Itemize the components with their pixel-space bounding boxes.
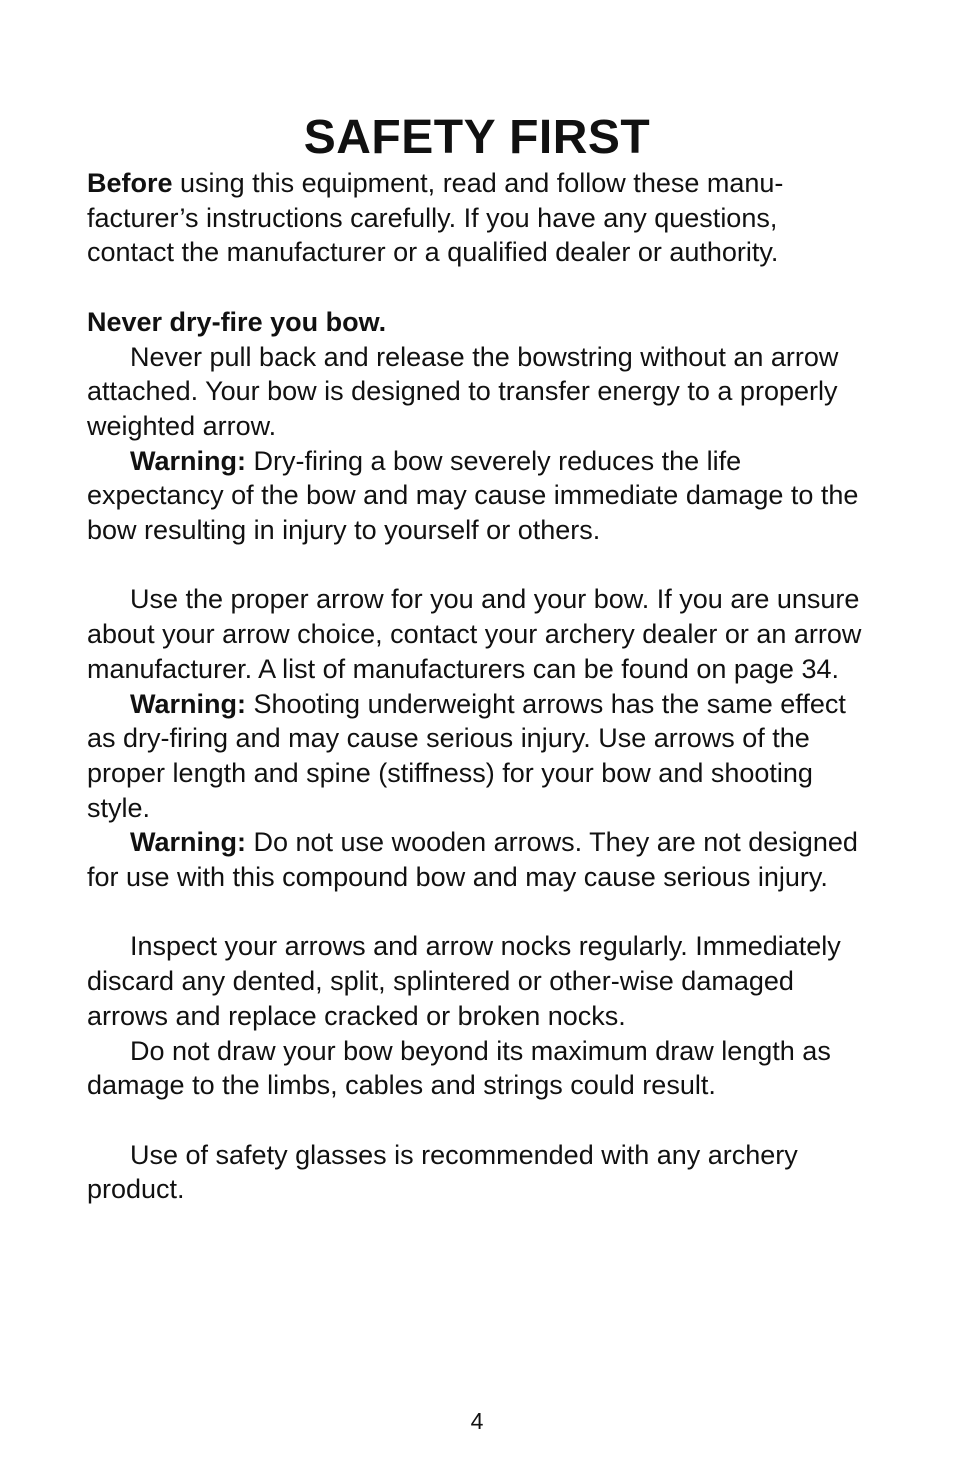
page-title: SAFETY FIRST	[303, 111, 651, 165]
underweight-warning	[87, 687, 869, 826]
paragraph-gap	[87, 548, 869, 583]
intro-text: using this equipment, read and follow these manu-facturer’s instructions carefully. If you have any questions, contact the manufacturer or a qualified dealer or authority.	[87, 168, 784, 268]
warning-text: Shooting underweight arrows has the same effect as dry-firing and may cause serious injury. Use arrows of the proper length and spine (stiffness) for your bow and shooting style.	[87, 688, 846, 823]
dry-fire-heading: Never dry-fire you bow.	[87, 306, 387, 337]
intro-paragraph	[87, 166, 869, 270]
wooden-arrows-warning	[87, 825, 869, 894]
warning-label: Warning:	[130, 688, 246, 719]
paragraph-gap	[87, 1103, 869, 1138]
document-body	[87, 166, 869, 1207]
warning-label: Warning:	[130, 827, 246, 858]
safety-glasses-paragraph: Use of safety glasses is recommended with any archery product.	[87, 1139, 798, 1205]
paragraph-gap	[87, 895, 869, 930]
page-number: 4	[470, 1408, 484, 1434]
arrows-paragraph: Use the proper arrow for you and your bow. If you are unsure about your arrow choice, contact your archery dealer or an arrow manufacturer. A list of manufacturers can be found on page 34.	[87, 584, 862, 684]
inspection-paragraph: Inspect your arrows and arrow nocks regularly. Immediately discard any dented, split, splintered or other-wise damaged arrows and replace cracked or broken nocks.	[87, 931, 841, 1031]
dry-fire-warning	[87, 444, 869, 548]
dry-fire-paragraph: Never pull back and release the bowstring without an arrow attached. Your bow is designed to transfer energy to a properly weighted arrow.	[87, 341, 839, 441]
draw-length-paragraph: Do not draw your bow beyond its maximum draw length as damage to the limbs, cables and strings could result.	[87, 1035, 831, 1101]
warning-text: Dry-firing a bow severely reduces the life expectancy of the bow and may cause immediate damage to the bow resulting in injury to yourself or others.	[87, 445, 859, 546]
warning-text: Do not use wooden arrows. They are not designed for use with this compound bow and may cause serious injury.	[87, 827, 858, 893]
warning-label: Warning:	[130, 445, 246, 476]
paragraph-gap	[87, 270, 869, 305]
intro-bold-lead: Before	[87, 168, 173, 198]
